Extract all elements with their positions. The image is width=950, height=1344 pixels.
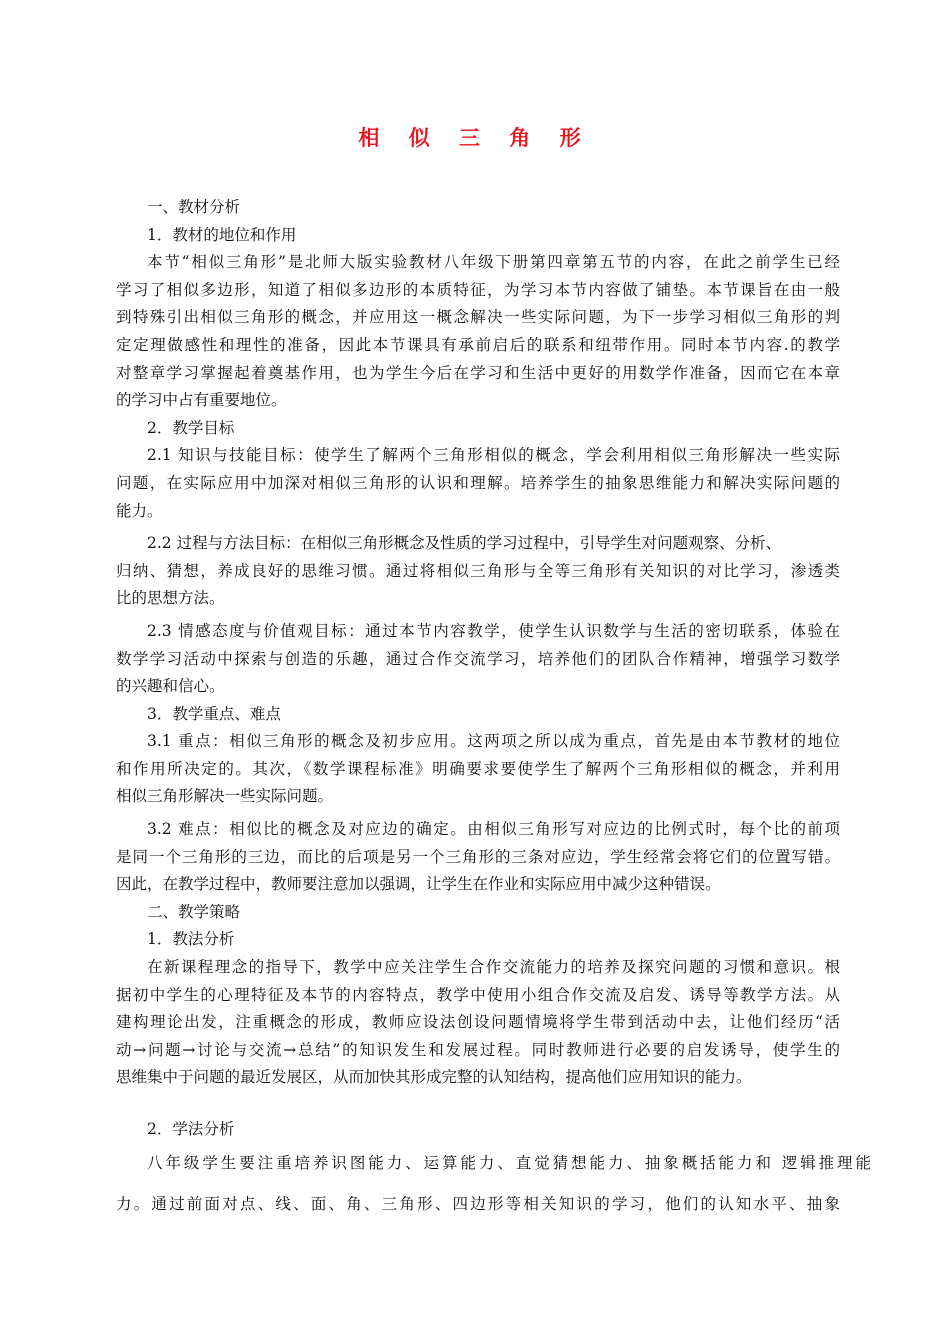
subsection-heading: 3．教学重点、难点: [147, 704, 281, 723]
paragraph-line: 对整章学习掌握起着奠基作用，也为学生今后在学习和生活中更好的用数学作准备，因而它在本章: [116, 363, 840, 382]
paragraph-line: 归纳、猜想，养成良好的思维习惯。通过将相似三角形与全等三角形有关知识的对比学习，渗透类: [116, 561, 840, 580]
paragraph-line: 2.3 情感态度与价值观目标：通过本节内容教学，使学生认识数学与生活的密切联系，体验在: [147, 621, 840, 640]
subsection-heading: 2．学法分析: [147, 1120, 235, 1138]
paragraph-line: 建构理论出发，注重概念的形成，教师应设法创设问题情境将学生带到活动中去，让他们经历“活: [116, 1013, 840, 1032]
paragraph-line: 到特殊引出相似三角形的概念，并应用这一概念解决一些实际问题，为下一步学习相似三角形的判: [116, 308, 840, 327]
paragraph-line: 能力。: [116, 501, 163, 520]
paragraph-line: 2.1 知识与技能目标：使学生了解两个三角形相似的概念，学会利用相似三角形解决一些实际: [147, 446, 840, 465]
document-title: 相 似 三 角 形: [358, 126, 592, 150]
paragraph-line: 的兴趣和信心。: [116, 677, 225, 696]
paragraph-line: 在新课程理念的指导下，教学中应关注学生合作交流能力的培养及探究问题的习惯和意识。根: [147, 958, 840, 977]
paragraph-line: 问题，在实际应用中加深对相似三角形的认识和理解。培养学生的抽象思维能力和解决实际问题的: [116, 473, 840, 492]
paragraph-line: 定定理做感性和理性的准备，因此本节课具有承前启后的联系和纽带作用。同时本节内容.的教学: [116, 335, 840, 354]
paragraph-line: 数学学习活动中探索与创造的乐趣，通过合作交流学习，培养他们的团队合作精神，增强学习数学: [116, 649, 840, 668]
paragraph-line: 是同一个三角形的三边，而比的后项是另一个三角形的三条对应边，学生经常会将它们的位置写错。: [116, 847, 840, 866]
paragraph-line: 本节“相似三角形”是北师大版实验教材八年级下册第四章第五节的内容，在此之前学生已经: [147, 253, 840, 272]
section-heading: 二、教学策略: [147, 902, 241, 921]
subsection-heading: 2．教学目标: [147, 418, 235, 437]
paragraph-line: 相似三角形解决一些实际问题。: [116, 787, 334, 806]
paragraph-line: 3.2 难点：相似比的概念及对应边的确定。由相似三角形写对应边的比例式时，每个比的前项: [147, 820, 840, 839]
paragraph-line: 力。通过前面对点、线、面、角、三角形、四边形等相关知识的学习，他们的认知水平、抽象: [116, 1195, 840, 1213]
paragraph-line: 动→问题→讨论与交流→总结”的知识发生和发展过程。同时教师进行必要的启发诱导，使学生的: [116, 1040, 840, 1059]
paragraph-line: 比的思想方法。: [116, 589, 225, 608]
paragraph-line: 学习了相似多边形，知道了相似多边形的本质特征，为学习本节内容做了铺垫。本节课旨在由一般: [116, 280, 840, 299]
paragraph-line: 和作用所决定的。其次，《数学课程标准》明确要求要使学生了解两个三角形相似的概念，并利用: [116, 759, 840, 778]
paragraph-line: 因此，在教学过程中，教师要注意加以强调，让学生在作业和实际应用中减少这种错误。: [116, 875, 721, 894]
paragraph-line: 3.1 重点：相似三角形的概念及初步应用。这两项之所以成为重点，首先是由本节教材的地位: [147, 732, 840, 751]
paragraph-line: 的学习中占有重要地位。: [116, 391, 287, 410]
subsection-heading: 1．教法分析: [147, 930, 235, 949]
document-body: [116, 194, 840, 1092]
paragraph-line: 据初中学生的心理特征及本节的内容特点，教学中使用小组合作交流及启发、诱导等教学方法。从: [116, 985, 840, 1004]
paragraph-line: 八年级学生要注重培养识图能力、运算能力、直觉猜想能力、抽象概括能力和 逻辑推理能: [147, 1154, 871, 1172]
paragraph-line: 2.2 过程与方法目标：在相似三角形概念及性质的学习过程中，引导学生对问题观察、分析、: [147, 534, 782, 553]
paragraph-line: 思维集中于问题的最近发展区，从而加快其形成完整的认知结构，提高他们应用知识的能力。: [116, 1068, 752, 1087]
subsection-heading: 1．教材的地位和作用: [147, 225, 297, 244]
section-heading: 一、教材分析: [147, 198, 241, 216]
